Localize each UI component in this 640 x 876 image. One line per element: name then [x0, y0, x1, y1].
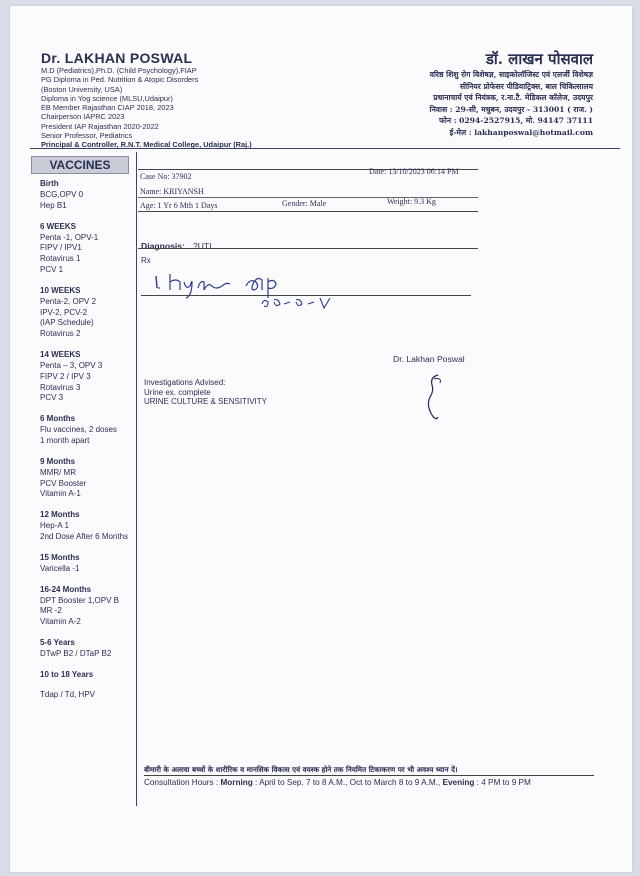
- prescription-sheet: [10, 6, 632, 872]
- doctor-name: Dr. LAKHAN POSWAL: [41, 50, 193, 66]
- vaccine-item: 1 month apart: [40, 435, 90, 445]
- vaccine-item: FIPV 2 / IPV 3: [40, 371, 91, 381]
- patient-gender: Gender: Male: [282, 199, 327, 208]
- vaccine-group: [40, 413, 136, 447]
- evening-label: Evening: [442, 778, 475, 787]
- vaccine-item: Penta – 3, OPV 3: [40, 360, 103, 370]
- vaccine-item: Penta -1, OPV-1: [40, 232, 99, 242]
- qualification-line: President IAP Rajasthan 2020-2022: [41, 121, 159, 131]
- vaccine-group-title: Birth: [40, 179, 59, 188]
- sidebar-divider: [136, 152, 137, 806]
- vaccine-item: PCV 1: [40, 264, 64, 274]
- vaccine-item: Penta-2, OPV 2: [40, 296, 97, 306]
- vaccine-item: MMR/ MR: [40, 467, 76, 477]
- patient-weight: Weight: 9.3 Kg: [387, 197, 436, 206]
- investigation-item: URINE CULTURE & SENSITIVITY: [144, 397, 267, 407]
- vaccine-item: MR -2: [40, 606, 62, 616]
- header-divider: [30, 148, 620, 149]
- patient-divider: [138, 211, 478, 212]
- rx-label: Rx: [141, 256, 151, 265]
- signature-name: Dr. Lakhan Poswal: [393, 354, 465, 364]
- patient-age: Age: 1 Yr 6 Mth 1 Days: [140, 201, 218, 210]
- morning-label: Morning: [220, 778, 253, 787]
- qualification-line: EB Member Rajasthan CIAP 2018, 2023: [41, 103, 174, 113]
- vaccine-group-title: 12 Months: [40, 510, 80, 520]
- vaccine-group-title: 10 WEEKS: [40, 285, 81, 295]
- vaccine-group-title: 6 WEEKS: [40, 221, 77, 231]
- vaccine-group: [40, 637, 136, 660]
- vaccine-group-title: 15 Months: [40, 552, 80, 562]
- vaccine-item: PCV 3: [40, 393, 64, 403]
- vaccine-item: DPT Booster 1,OPV B: [40, 595, 119, 605]
- vaccine-group-title: 14 WEEKS: [40, 349, 81, 359]
- vaccine-group-title: 5-6 Years: [40, 637, 75, 647]
- vaccine-item: Rotavirus 3: [40, 382, 81, 392]
- vaccine-item: Rotavirus 2: [40, 329, 81, 339]
- qualification-line: PG Diploma in Ped. Nutrition & Atopic Disorders: [41, 75, 199, 85]
- vaccine-item: IPV-2, PCV-2: [40, 307, 88, 317]
- vaccine-item: FIPV / IPV1: [40, 243, 82, 253]
- signature: [422, 371, 452, 426]
- vaccine-group: [40, 349, 136, 404]
- footer-divider: [144, 775, 594, 776]
- vaccine-item: Tdap / Td, HPV: [40, 689, 95, 699]
- vaccine-group-title: 16-24 Months: [40, 584, 92, 594]
- vaccine-item: Hep-A 1: [40, 521, 69, 531]
- vaccine-group-title: 9 Months: [40, 456, 76, 466]
- investigations-title: Investigations Advised:: [144, 378, 226, 387]
- patient-name: Name: KRIYANSH: [140, 187, 204, 196]
- hindi-line: वरिष्ठ शिशु रोग विशेषज्ञ, साइकोलॉजिस्ट एवं एलर्जी विशेषज्ञ: [429, 70, 593, 79]
- position-line: Principal & Controller, R.N.T. Medical College, Udaipur (Raj.): [41, 140, 252, 150]
- rx-divider: [141, 295, 471, 296]
- investigations: [144, 378, 267, 407]
- vaccine-item: Varicella -1: [40, 563, 80, 573]
- hindi-line: निवास : 29-सी, मधुबन, उदयपुर - 313001 ( राज. ): [429, 104, 593, 114]
- diagnosis: [141, 241, 212, 251]
- hindi-line: फोन : 0294-2527915, मो. 94147 37111: [439, 116, 593, 126]
- vaccine-item: Hep B1: [40, 200, 67, 210]
- vaccine-group: [40, 669, 136, 681]
- vaccine-group: [40, 552, 136, 575]
- vaccine-schedule: [40, 178, 136, 710]
- vaccine-group-title: 10 to 18 Years: [40, 669, 94, 679]
- vaccine-item: 2nd Dose After 6 Months: [40, 531, 129, 541]
- vaccine-item: DTwP B2 / DTaP B2: [40, 648, 112, 658]
- diagnosis-value: ?UTI: [192, 241, 212, 251]
- vaccine-group: [40, 456, 136, 500]
- qualification-line: (Boston University, USA): [41, 84, 123, 94]
- handwritten-prescription: [150, 268, 360, 312]
- hindi-line: ई-मेल : lakhanposwal@hotmail.com: [449, 127, 593, 137]
- hindi-line: सीनियर प्रोफेसर पीडियाट्रिक्स, बाल चिकित्सालय: [460, 81, 593, 91]
- vaccine-item: Rotavirus 1: [40, 254, 81, 264]
- hindi-footer-note: बीमारी के अलावा बच्चों के शारीरिक व मानसिक विकास एवं वयस्क होने तक नियमित टिकाकरण पर भी अवश्य ध्यान दें।: [144, 765, 458, 774]
- vaccines-title: VACCINES: [31, 156, 129, 174]
- qualification-line: Senior Professor, Pediatrics: [41, 131, 133, 141]
- hindi-details: [430, 69, 593, 139]
- hindi-line: प्रधानाचार्य एवं नियंत्रक, र.ना.टै. मेडिकल कॉलेज, उदयपुर: [433, 93, 593, 103]
- vaccine-item: Flu vaccines, 2 doses: [40, 425, 117, 435]
- diagnosis-divider: [138, 248, 478, 249]
- qualification-line: Diploma in Yog science (MLSU,Udaipur): [41, 93, 173, 103]
- vaccine-group-title: 6 Months: [40, 414, 76, 424]
- vaccine-item: PCV Booster: [40, 478, 87, 488]
- vaccine-group: [40, 178, 136, 212]
- diagnosis-label: Diagnosis:: [141, 241, 185, 251]
- vaccine-item: (IAP Schedule): [40, 318, 94, 328]
- doctor-name-hindi: डॉ. लाखन पोसवाल: [485, 50, 593, 68]
- vaccine-group: [40, 221, 136, 276]
- hours-prefix: Consultation Hours :: [144, 778, 221, 787]
- vaccine-item: Vitamin A-2: [40, 617, 81, 627]
- qualification-line: M.D (Pediatrics),Ph.D. (Child Psychology),FIAP: [41, 66, 197, 75]
- visit-date: Date: 13/10/2023 06:14 PM: [369, 167, 459, 176]
- vaccine-group: [40, 285, 136, 340]
- vaccine-group: [40, 509, 136, 543]
- morning-hours: : April to Sep. 7 to 8 A.M., Oct to March 8 to 9 A.M.,: [252, 778, 443, 787]
- investigation-item: Urine ex. complete: [144, 387, 211, 397]
- vaccine-item: Vitamin A-1: [40, 489, 81, 499]
- vaccine-item: BCG,OPV 0: [40, 190, 84, 199]
- evening-hours: : 4 PM to 9 PM: [474, 778, 531, 787]
- consultation-hours: [144, 778, 531, 787]
- qualification-line: Chairperson IAPRC 2023: [41, 112, 125, 122]
- case-number: Case No: 37902: [140, 172, 192, 181]
- qualifications: [41, 66, 252, 150]
- vaccine-group: [40, 690, 136, 701]
- vaccine-group: [40, 584, 136, 628]
